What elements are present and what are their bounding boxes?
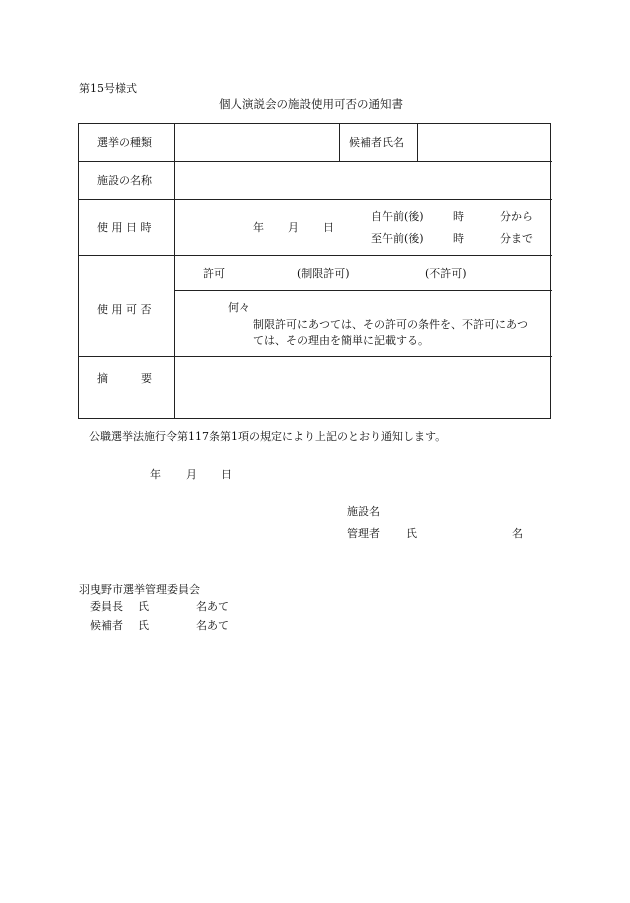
notice-date-day: 日: [221, 468, 232, 481]
time-from-hour-unit: 時: [453, 210, 464, 223]
column-divider: [417, 124, 418, 161]
recipient-chair-surname: 氏: [138, 600, 149, 613]
row-divider: [79, 356, 552, 357]
notice-statement: 公職選挙法施行令第117条第1項の規定により上記のとおり通知します。: [89, 430, 447, 443]
election-type-label: 選挙の種類: [97, 136, 152, 149]
recipient-committee: 羽曳野市選挙管理委員会: [79, 583, 200, 596]
date-year-unit: 年: [253, 221, 264, 234]
usage-datetime-label: 使 用 日 時: [97, 221, 152, 234]
sender-manager-name: 名: [512, 527, 523, 540]
date-day-unit: 日: [323, 221, 334, 234]
sender-manager-surname: 氏: [406, 527, 417, 540]
not-permit-option[interactable]: (不許可): [425, 267, 467, 280]
recipient-candidate-surname: 氏: [138, 619, 149, 632]
candidate-name-field[interactable]: [422, 137, 547, 149]
column-divider: [174, 124, 175, 419]
time-from-minute-unit: 分から: [500, 210, 533, 223]
time-to-ampm: 至午前(後): [371, 232, 424, 245]
recipient-chair-label: 委員長: [90, 600, 123, 613]
reason-placeholder: 何々: [228, 301, 250, 314]
recipient-candidate-label: 候補者: [90, 619, 123, 632]
time-to-minute-unit: 分まで: [500, 232, 533, 245]
document-title: 個人演説会の施設使用可否の通知書: [219, 97, 403, 111]
usage-permission-label: 使 用 可 否: [97, 303, 152, 316]
form-number: 第15号様式: [79, 82, 137, 95]
permission-note-line1: 制限許可にあつては、その許可の条件を、不許可にあつ: [253, 318, 528, 331]
sender-manager-label: 管理者: [347, 527, 380, 540]
permit-option[interactable]: 許可: [203, 267, 225, 280]
notice-form-table: [78, 123, 551, 419]
row-divider: [174, 290, 552, 291]
recipient-chair-name: 名あて: [196, 600, 229, 613]
notice-date-year: 年: [150, 468, 161, 481]
candidate-name-label: 候補者氏名: [349, 136, 404, 149]
facility-name-label: 施設の名称: [97, 174, 152, 187]
time-from-ampm: 自午前(後): [371, 210, 424, 223]
permission-note-line2: ては、その理由を簡単に記載する。: [253, 334, 429, 347]
column-divider: [339, 124, 340, 161]
summary-label: 摘 要: [97, 372, 152, 385]
sender-facility-label: 施設名: [347, 505, 380, 518]
notice-date-month: 月: [186, 468, 197, 481]
row-divider: [79, 255, 552, 256]
date-month-unit: 月: [288, 221, 299, 234]
election-type-field[interactable]: [179, 137, 334, 149]
recipient-candidate-name: 名あて: [196, 619, 229, 632]
summary-field[interactable]: [179, 373, 544, 413]
facility-name-field[interactable]: [179, 175, 544, 187]
time-to-hour-unit: 時: [453, 232, 464, 245]
row-divider: [79, 161, 552, 162]
limited-permit-option[interactable]: (制限許可): [297, 267, 350, 280]
row-divider: [79, 199, 552, 200]
